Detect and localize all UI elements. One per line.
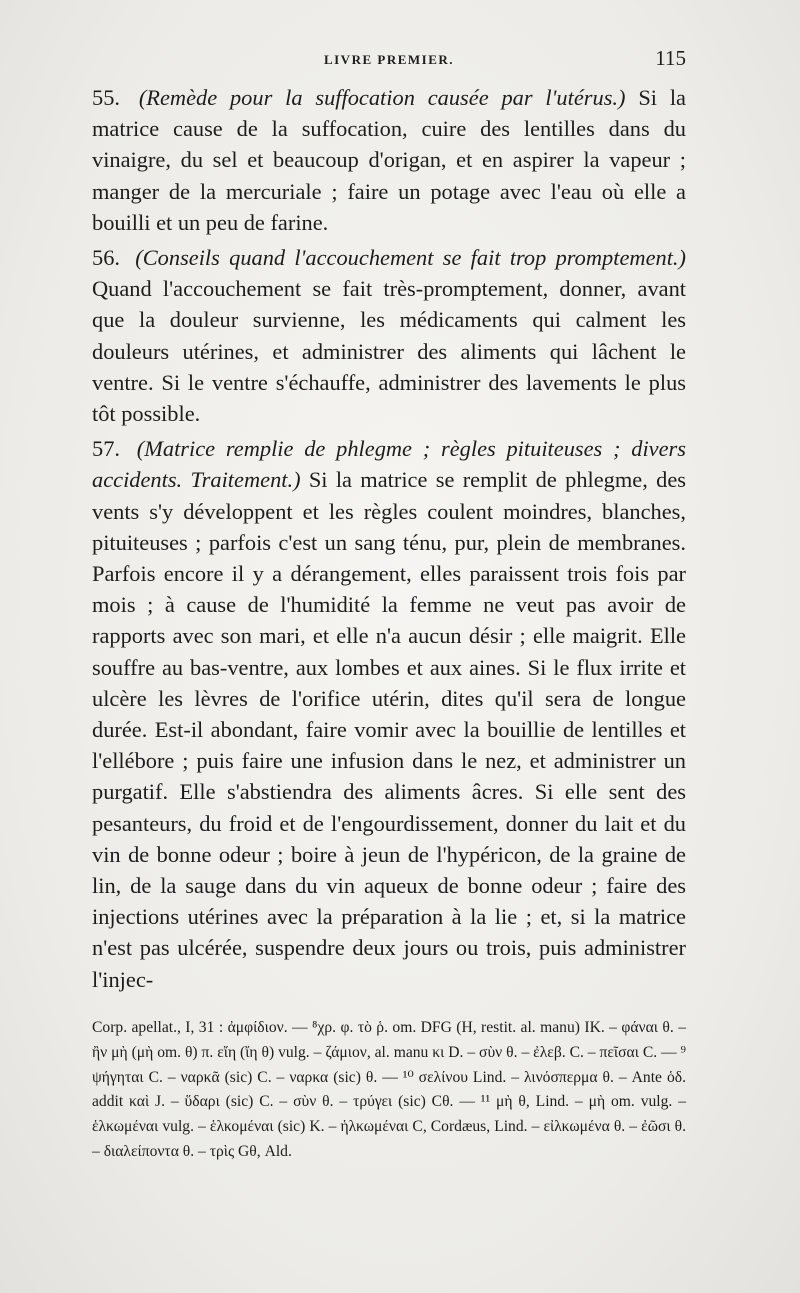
paragraph-number: 55. [92,85,120,110]
page-number: 115 [655,46,686,70]
paragraph-rubric: (Matrice remplie de phlegme ; règles pituiteuses ; divers accidents. Traitement.) [92,436,686,493]
critical-apparatus [92,1016,686,1165]
main-text [92,82,686,999]
paragraph-57 [92,433,686,995]
paragraph-text: Quand l'accouchement se fait très-promptement, donner, avant que la douleur survienne, les médicaments qui calment les douleurs utérines, et administrer des aliments qui lâchent le ventre. Si le ventre s'échauffe, administrer des lavements le plus tôt possible. [92,276,686,427]
paragraph-number: 56. [92,245,120,271]
footnote-text: Corp. apellat., I, 31 : ἀμφίδιον. — ⁸χρ. φ. τὸ ῥ. om. DFG (H, restit. al. manu) IK. – φάναι θ. – ἢν μὴ (μὴ om. θ) π. εἴη (ἴη θ) vulg. – ζάμιον, al. manu κι D. – σὺν θ. – ἐλεβ. C. – πεῖσαι C. — ⁹ ψήγηται C. – ναρκᾶ (sic) C. – ναρκα (sic) θ. — ¹⁰ σελίνου Lind. – λινόσπερμα θ. – Ante ὁδ. addit καὶ J. – ὕδαρι (sic) C. – σὺν θ. – τρύγει (sic) Cθ. — ¹¹ μὴ θ, Lind. – μὴ om. vulg. – ἑλκωμέναι vulg. – ἑλκομέναι (sic) K. – ἡλκωμέναι C, Cordæus, Lind. – εἰλκωμένα θ. – ἐῶσι θ. – διαλείποντα θ. – τρὶς Gθ, Ald. [92,1019,686,1160]
running-title: LIVRE PREMIER. [323,52,455,67]
paragraph-55 [92,82,686,238]
paragraph-text: Si la matrice cause de la suffocation, cuire des lentilles dans du vinaigre, du sel et beaucoup d'origan, et en aspirer la vapeur ; manger de la mercuriale ; faire un potage avec l'eau où elle a bouilli et un peu de farine. [92,85,686,235]
paragraph-rubric: (Remède pour la suffocation causée par l'utérus.) [138,85,626,110]
page-header [92,46,686,76]
paragraph-text: Si la matrice se remplit de phlegme, des vents s'y développent et les règles coulent moindres, blanches, pituiteuses ; parfois c'est un sang ténu, pur, plein de membranes. Parfois encore il y a dérangement, elles paraissent trois fois par mois ; à cause de l'humidité la femme ne veut pas avoir de rapports avec son mari, et elle n'a aucun désir ; elle maigrit. Elle souffre au bas-ventre, aux lombes et aux aines. Si le flux irrite et ulcère les lèvres de l'orifice utérin, dites qu'il sera de longue durée. Est-il abondant, faire vomir avec la bouillie de lentilles et l'ellébore ; puis faire une infusion dans le nez, et administrer un purgatif. Elle s'abstiendra des aliments âcres. Si elle sent des pesanteurs, du froid et de l'engourdissement, donner du lait et du vin de bonne odeur ; boire à jeun de l'hypéricon, de la graine de lin, de la sauge dans du vin aqueux de bonne odeur ; faire des injections utérines avec la préparation à la lie ; et, si la matrice n'est pas ulcérée, suspendre deux jours ou trois, puis administrer l'injec- [92,467,686,992]
paragraph-56 [92,242,686,429]
paragraph-number: 57. [92,436,120,462]
paragraph-rubric: (Conseils quand l'accouchement se fait trop promptement.) [135,245,686,271]
